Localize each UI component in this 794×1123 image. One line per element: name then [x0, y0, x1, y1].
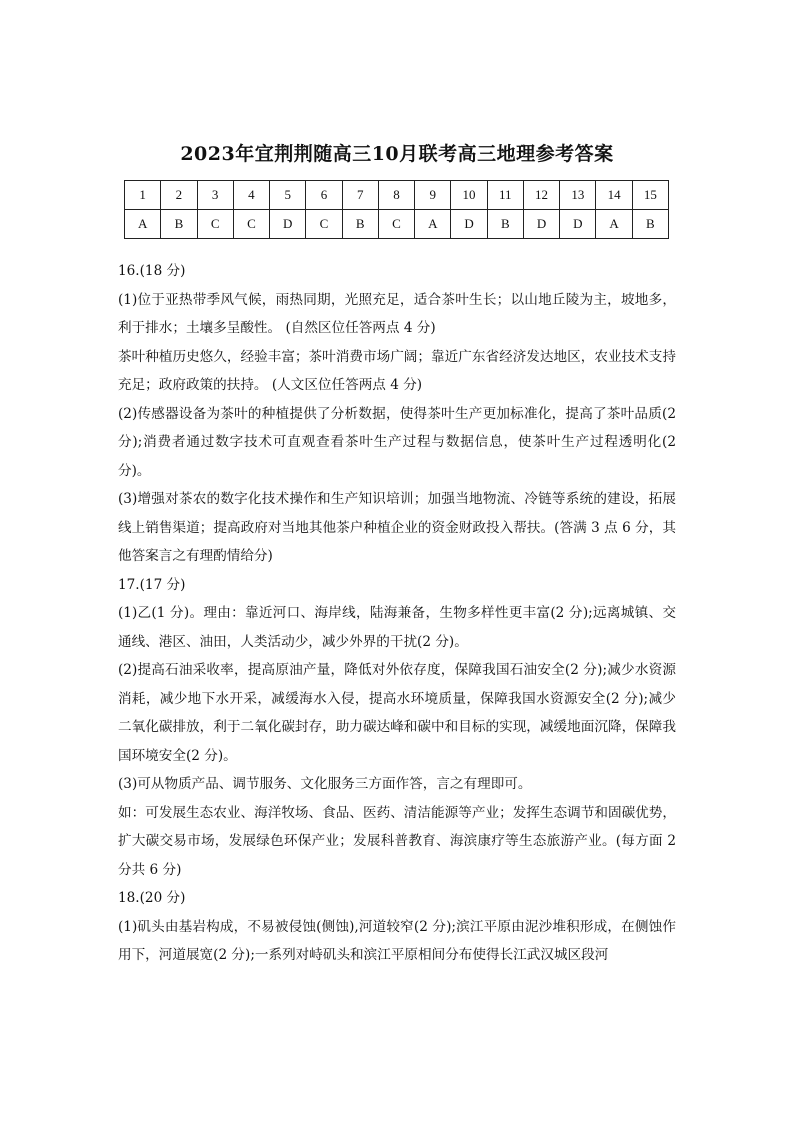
question-number-cell: 10: [451, 181, 487, 210]
answer-cell: B: [632, 210, 668, 239]
answer-paragraph: (2)传感器设备为茶叶的种植提供了分析数据，使得茶叶生产更加标准化，提高了茶叶品质(2 分);消费者通过数字技术可直观查看茶叶生产过程与数据信息，使茶叶生产过程透明化(2 分)。: [118, 405, 676, 479]
answer-cell: B: [161, 210, 197, 239]
question-number-cell: 15: [632, 181, 668, 210]
answer-cell: D: [270, 210, 306, 239]
answer-cell: D: [523, 210, 559, 239]
question-number-cell: 14: [596, 181, 632, 210]
answer-paragraph: (1)位于亚热带季风气候，雨热同期，光照充足，适合茶叶生长；以山地丘陵为主，坡地多，利于排水；土壤多呈酸性。 (自然区位任答两点 4 分): [118, 291, 676, 336]
question-number-cell: 5: [270, 181, 306, 210]
answer-table-answer-row: [125, 210, 669, 239]
answer-paragraph: 茶叶种植历史悠久，经验丰富；茶叶消费市场广阔；靠近广东省经济发达地区，农业技术支持充足；政府政策的扶持。 (人文区位任答两点 4 分): [118, 348, 676, 393]
question-number-cell: 9: [415, 181, 451, 210]
section-heading-18: 18.(20 分): [118, 890, 186, 906]
answer-cell: B: [487, 210, 523, 239]
answer-cell: C: [378, 210, 414, 239]
answer-paragraph: (1)乙(1 分)。理由：靠近河口、海岸线，陆海兼备，生物多样性更丰富(2 分);远离城镇、交通线、港区、油田，人类活动少，减少外界的干扰(2 分)。: [118, 605, 676, 650]
question-number-cell: 2: [161, 181, 197, 210]
question-number-cell: 1: [125, 181, 161, 210]
answer-paragraph: (3)增强对茶农的数字化技术操作和生产知识培训；加强当地物流、冷链等系统的建设，拓展线上销售渠道；提高政府对当地其他茶户种植企业的资金财政投入帮扶。(答满 3 点 6 分，其他答案言之有理酌情给分): [118, 491, 676, 564]
section-heading-17: 17.(17 分): [118, 576, 186, 593]
question-number-cell: 8: [378, 181, 414, 210]
answer-cell: C: [197, 210, 233, 239]
answer-paragraph: (2)提高石油采收率，提高原油产量，降低对外依存度，保障我国石油安全(2 分);减少水资源消耗，减少地下水开采，减缓海水入侵，提高水环境质量，保障我国水资源安全(2 分);减少二氧化碳排放，利于二氧化碳封存，助力碳达峰和碳中和目标的实现，减缓地面沉降，保障我国环境安全(2 分)。: [118, 662, 676, 764]
question-number-cell: 6: [306, 181, 342, 210]
question-number-cell: 7: [342, 181, 378, 210]
answer-content: [118, 257, 676, 970]
answer-cell: A: [596, 210, 632, 239]
answer-cell: D: [560, 210, 596, 239]
answer-paragraph: (3)可从物质产品、调节服务、文化服务三方面作答，言之有理即可。: [118, 776, 532, 792]
question-number-cell: 4: [233, 181, 269, 210]
answer-cell: D: [451, 210, 487, 239]
answer-cell: B: [342, 210, 378, 239]
question-number-cell: 3: [197, 181, 233, 210]
answer-paragraph: (1)矶头由基岩构成，不易被侵蚀(侧蚀),河道较窄(2 分);滨江平原由泥沙堆积形成，在侧蚀作用下，河道展宽(2 分);一系列对峙矶头和滨江平原相间分布使得长江武汉城区段河: [118, 918, 676, 963]
question-number-cell: 13: [560, 181, 596, 210]
answer-cell: A: [125, 210, 161, 239]
question-number-cell: 11: [487, 181, 523, 210]
section-heading-16: 16.(18 分): [118, 263, 186, 279]
page-title: 2023年宜荆荆随高三10月联考高三地理参考答案: [180, 143, 614, 165]
answer-cell: C: [306, 210, 342, 239]
answer-paragraph: 如：可发展生态农业、海洋牧场、食品、医药、清洁能源等产业；发挥生态调节和固碳优势，扩大碳交易市场，发展绿色环保产业；发展科普教育、海滨康疗等生态旅游产业。(每方面 2 分共 6 分): [118, 804, 676, 878]
question-number-cell: 12: [523, 181, 559, 210]
answer-table: [124, 180, 669, 239]
answer-cell: C: [233, 210, 269, 239]
answer-table-number-row: [125, 181, 669, 210]
answer-cell: A: [415, 210, 451, 239]
